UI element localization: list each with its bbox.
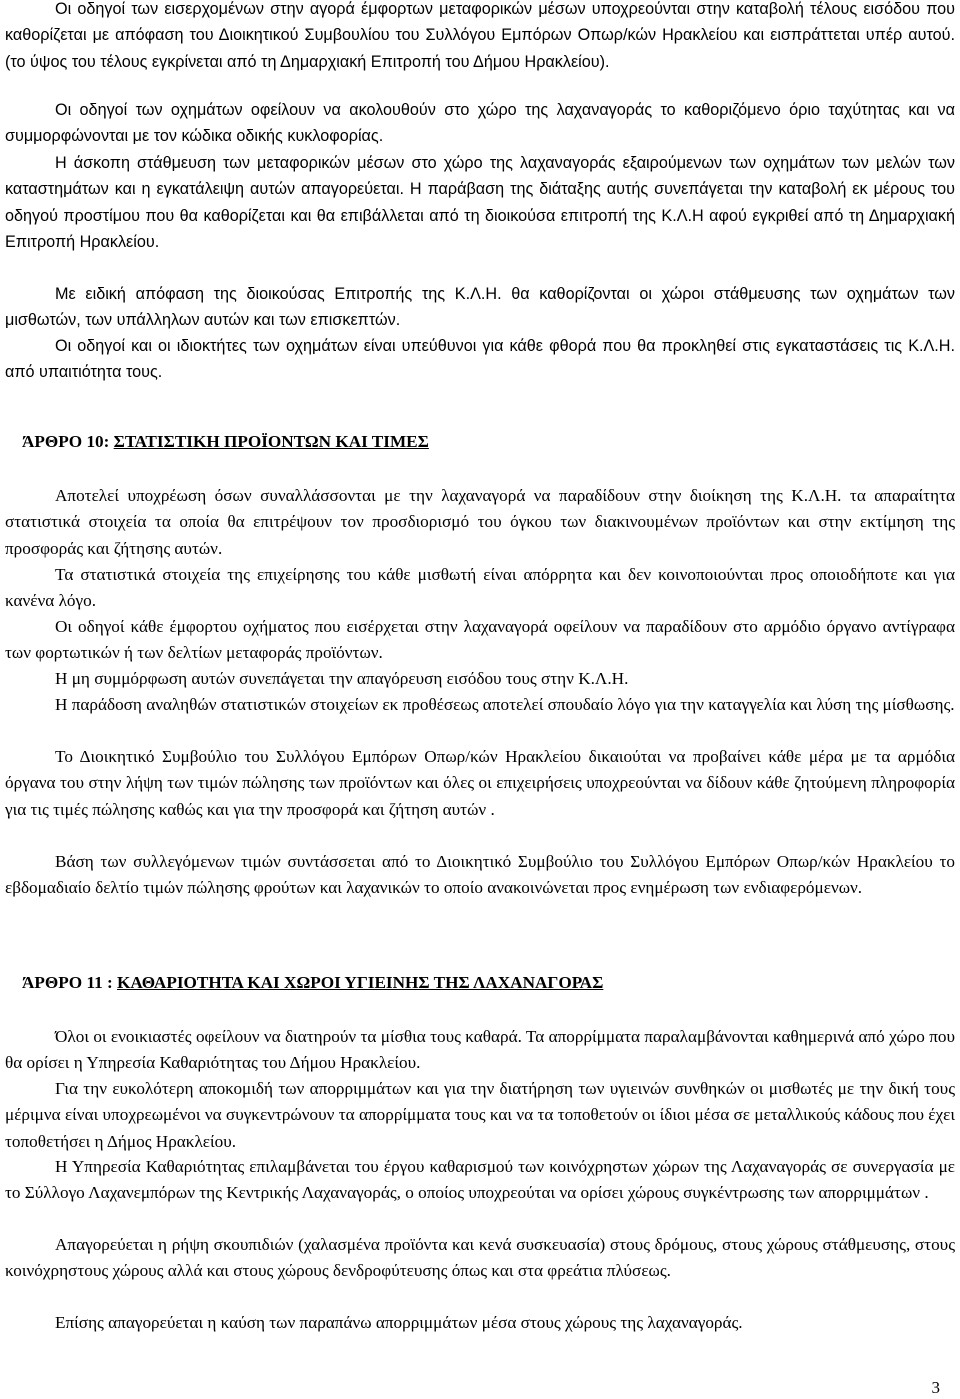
article-11-paragraph: Όλοι οι ενοικιαστές οφείλουν να διατηρούν τα μίσθια τους καθαρά. Τα απορρίμματα παραλαμβάνονται καθημερινά από χώρο που θα ορίσει η Υπηρεσία Καθαριότητας του Δήμου Ηρακλείου. bbox=[5, 1027, 955, 1073]
paragraph-speed-limit: Οι οδηγοί των οχημάτων οφείλουν να ακολουθούν στο χώρο της λαχαναγοράς το καθοριζόμενο όριο ταχύτητας και να συμμορφώνονται με τον κώδικα οδικής κυκλοφορίας. bbox=[5, 101, 955, 146]
article-11-paragraph: Απαγορεύεται η ρήψη σκουπιδιών (χαλασμένα προϊόντα και κενά συσκευασία) στους δρόμους, στους χώρους στάθμευσης, στους κοινόχρηστους χώρους αλλά και στους χώρους δενδροφύτευσης όπως και στα φρεάτια πλύσεως. bbox=[5, 1235, 955, 1281]
paragraph-damage-liability: Οι οδηγοί και οι ιδιοκτήτες των οχημάτων είναι υπεύθυνοι για κάθε φθορά που θα προκληθεί στις εγκαταστάσεις τις Κ.Λ.Η. από υπαιτιότητα τους. bbox=[5, 337, 955, 382]
article-10-paragraph: Τα στατιστικά στοιχεία της επιχείρησης του κάθε μισθωτή είναι απόρρητα και δεν κοινοποιούνται προς οποιοδήποτε και για κανένα λόγο. bbox=[5, 565, 955, 611]
article-10-paragraph: Βάση των συλλεγόμενων τιμών συντάσσεται από το Διοικητικό Συμβούλιο του Συλλόγου Εμπόρων Οπωρ/κών Ηρακλείου το εβδομαδιαίο δελτίο τιμών πώλησης φρούτων και λαχανικών το οποίο ανακοινώνεται προς ενημέρωση των ενδιαφερόμενων. bbox=[5, 852, 955, 898]
article-10-paragraph: Η παράδοση αναληθών στατιστικών στοιχείων εκ προθέσεως αποτελεί σπουδαίο λόγο για την καταγγελία και λύση της μίσθωσης. bbox=[55, 695, 955, 714]
article-11-prefix: ΆΡΘΡΟ 11 : bbox=[22, 973, 118, 992]
paragraph-parking-areas: Με ειδική απόφαση της διοικούσας Επιτροπής της Κ.Λ.Η. θα καθορίζονται οι χώροι στάθμευσης των οχημάτων των μισθωτών, των υπάλληλων αυτών και των επισκεπτών. bbox=[5, 285, 955, 330]
paragraph-parking-ban: Η άσκοπη στάθμευση των μεταφορικών μέσων στο χώρο της λαχαναγοράς εξαιρούμενων των οχημάτων των μελών των καταστημάτων και η εγκατάλειψη αυτών απαγορεύεται. Η παράβαση της διάταξης αυτής συνεπάγεται την καταβολή εκ μέρους του οδηγού προστίμου που θα καθορίζεται και θα επιβάλλεται από τη διοικούσα επιτροπή της Κ.Λ.Η αφού εγκριθεί από τη Δημαρχιακή Επιτροπή Ηρακλείου. bbox=[5, 154, 955, 251]
page-number: 3 bbox=[931, 1378, 940, 1397]
article-10-prefix: ΆΡΘΡΟ 10: bbox=[22, 432, 114, 451]
article-10-paragraph: Η μη συμμόρφωση αυτών συνεπάγεται την απαγόρευση εισόδου τους στην Κ.Λ.Η. bbox=[55, 669, 629, 688]
article-10-title: ΣΤΑΤΙΣΤΙΚΗ ΠΡΟΪΟΝΤΩΝ ΚΑΙ ΤΙΜΕΣ bbox=[113, 432, 429, 451]
article-11-heading bbox=[22, 973, 603, 993]
paragraph-entry-fee: Οι οδηγοί των εισερχομένων στην αγορά έμφορτων μεταφορικών μέσων υποχρεούνται στην καταβολή τέλους εισόδου που καθορίζεται με απόφαση του Διοικητικού Συμβουλίου του Συλλόγου Εμπόρων Οπωρ/κών Ηρακλείου και εισπράττεται υπέρ αυτού. (το ύψος του τέλους εγκρίνεται από τη Δημαρχιακή Επιτροπή του Δήμου Ηρακλείου). bbox=[5, 0, 955, 71]
article-10-paragraph: Οι οδηγοί κάθε έμφορτου οχήματος που εισέρχεται στην λαχαναγορά οφείλουν να παραδίδουν στο αρμόδιο όργανο αντίγραφα των φορτωτικών ή των δελτίων μεταφοράς προϊόντων. bbox=[5, 617, 955, 663]
article-11-paragraph: Για την ευκολότερη αποκομιδή των απορριμμάτων και για την διατήρηση των υγιεινών συνθηκών οι μισθωτές με την δική τους μέριμνα είναι υποχρεωμένοι να συγκεντρώνουν τα απορρίμματα τους και να τα τοποθετούν οι ίδιοι μέσα σε μεταλλικούς κάδους που έχει τοποθετήσει η Δήμος Ηρακλείου. bbox=[5, 1079, 955, 1151]
article-10-heading bbox=[22, 432, 429, 452]
article-11-title: ΚΑΘΑΡΙΟΤΗΤΑ ΚΑΙ ΧΩΡΟΙ ΥΓΙΕΙΝΗΣ ΤΗΣ ΛΑΧΑΝΑΓΟΡΑΣ bbox=[117, 973, 604, 992]
article-10-paragraph: Το Διοικητικό Συμβούλιο του Συλλόγου Εμπόρων Οπωρ/κών Ηρακλείου δικαιούται να προβαίνει κάθε μέρα με τα αρμόδια όργανα του στην λήψη των τιμών πώλησης των προϊόντων και όλες οι επιχειρήσεις υποχρεούνται να δίδουν κάθε ζητούμενη πληροφορία για τις τιμές πώλησης καθώς και για την προσφορά και ζήτηση αυτών . bbox=[5, 747, 955, 819]
article-11-paragraph: Επίσης απαγορεύεται η καύση των παραπάνω απορριμμάτων μέσα στους χώρους της λαχαναγοράς. bbox=[55, 1313, 743, 1332]
article-11-paragraph: Η Υπηρεσία Καθαριότητας επιλαμβάνεται του έργου καθαρισμού των κοινόχρηστων χώρων της Λαχαναγοράς σε συνεργασία με το Σύλλογο Λαχανεμπόρων της Κεντρικής Λαχαναγοράς, ο οποίος υποχρεούται να ορίσει χώρους συγκέντρωσης των απορριμμάτων . bbox=[5, 1157, 955, 1203]
article-10-paragraph: Αποτελεί υποχρέωση όσων συναλλάσσονται με την λαχαναγορά να παραδίδουν στην διοίκηση της Κ.Λ.Η. τα απαραίτητα στατιστικά στοιχεία τα οποία θα επιτρέψουν τον προσδιορισμό του όγκου των διακινουμένων προϊόντων και στην εκτίμηση της προσφοράς και ζήτησης αυτών. bbox=[5, 486, 955, 558]
